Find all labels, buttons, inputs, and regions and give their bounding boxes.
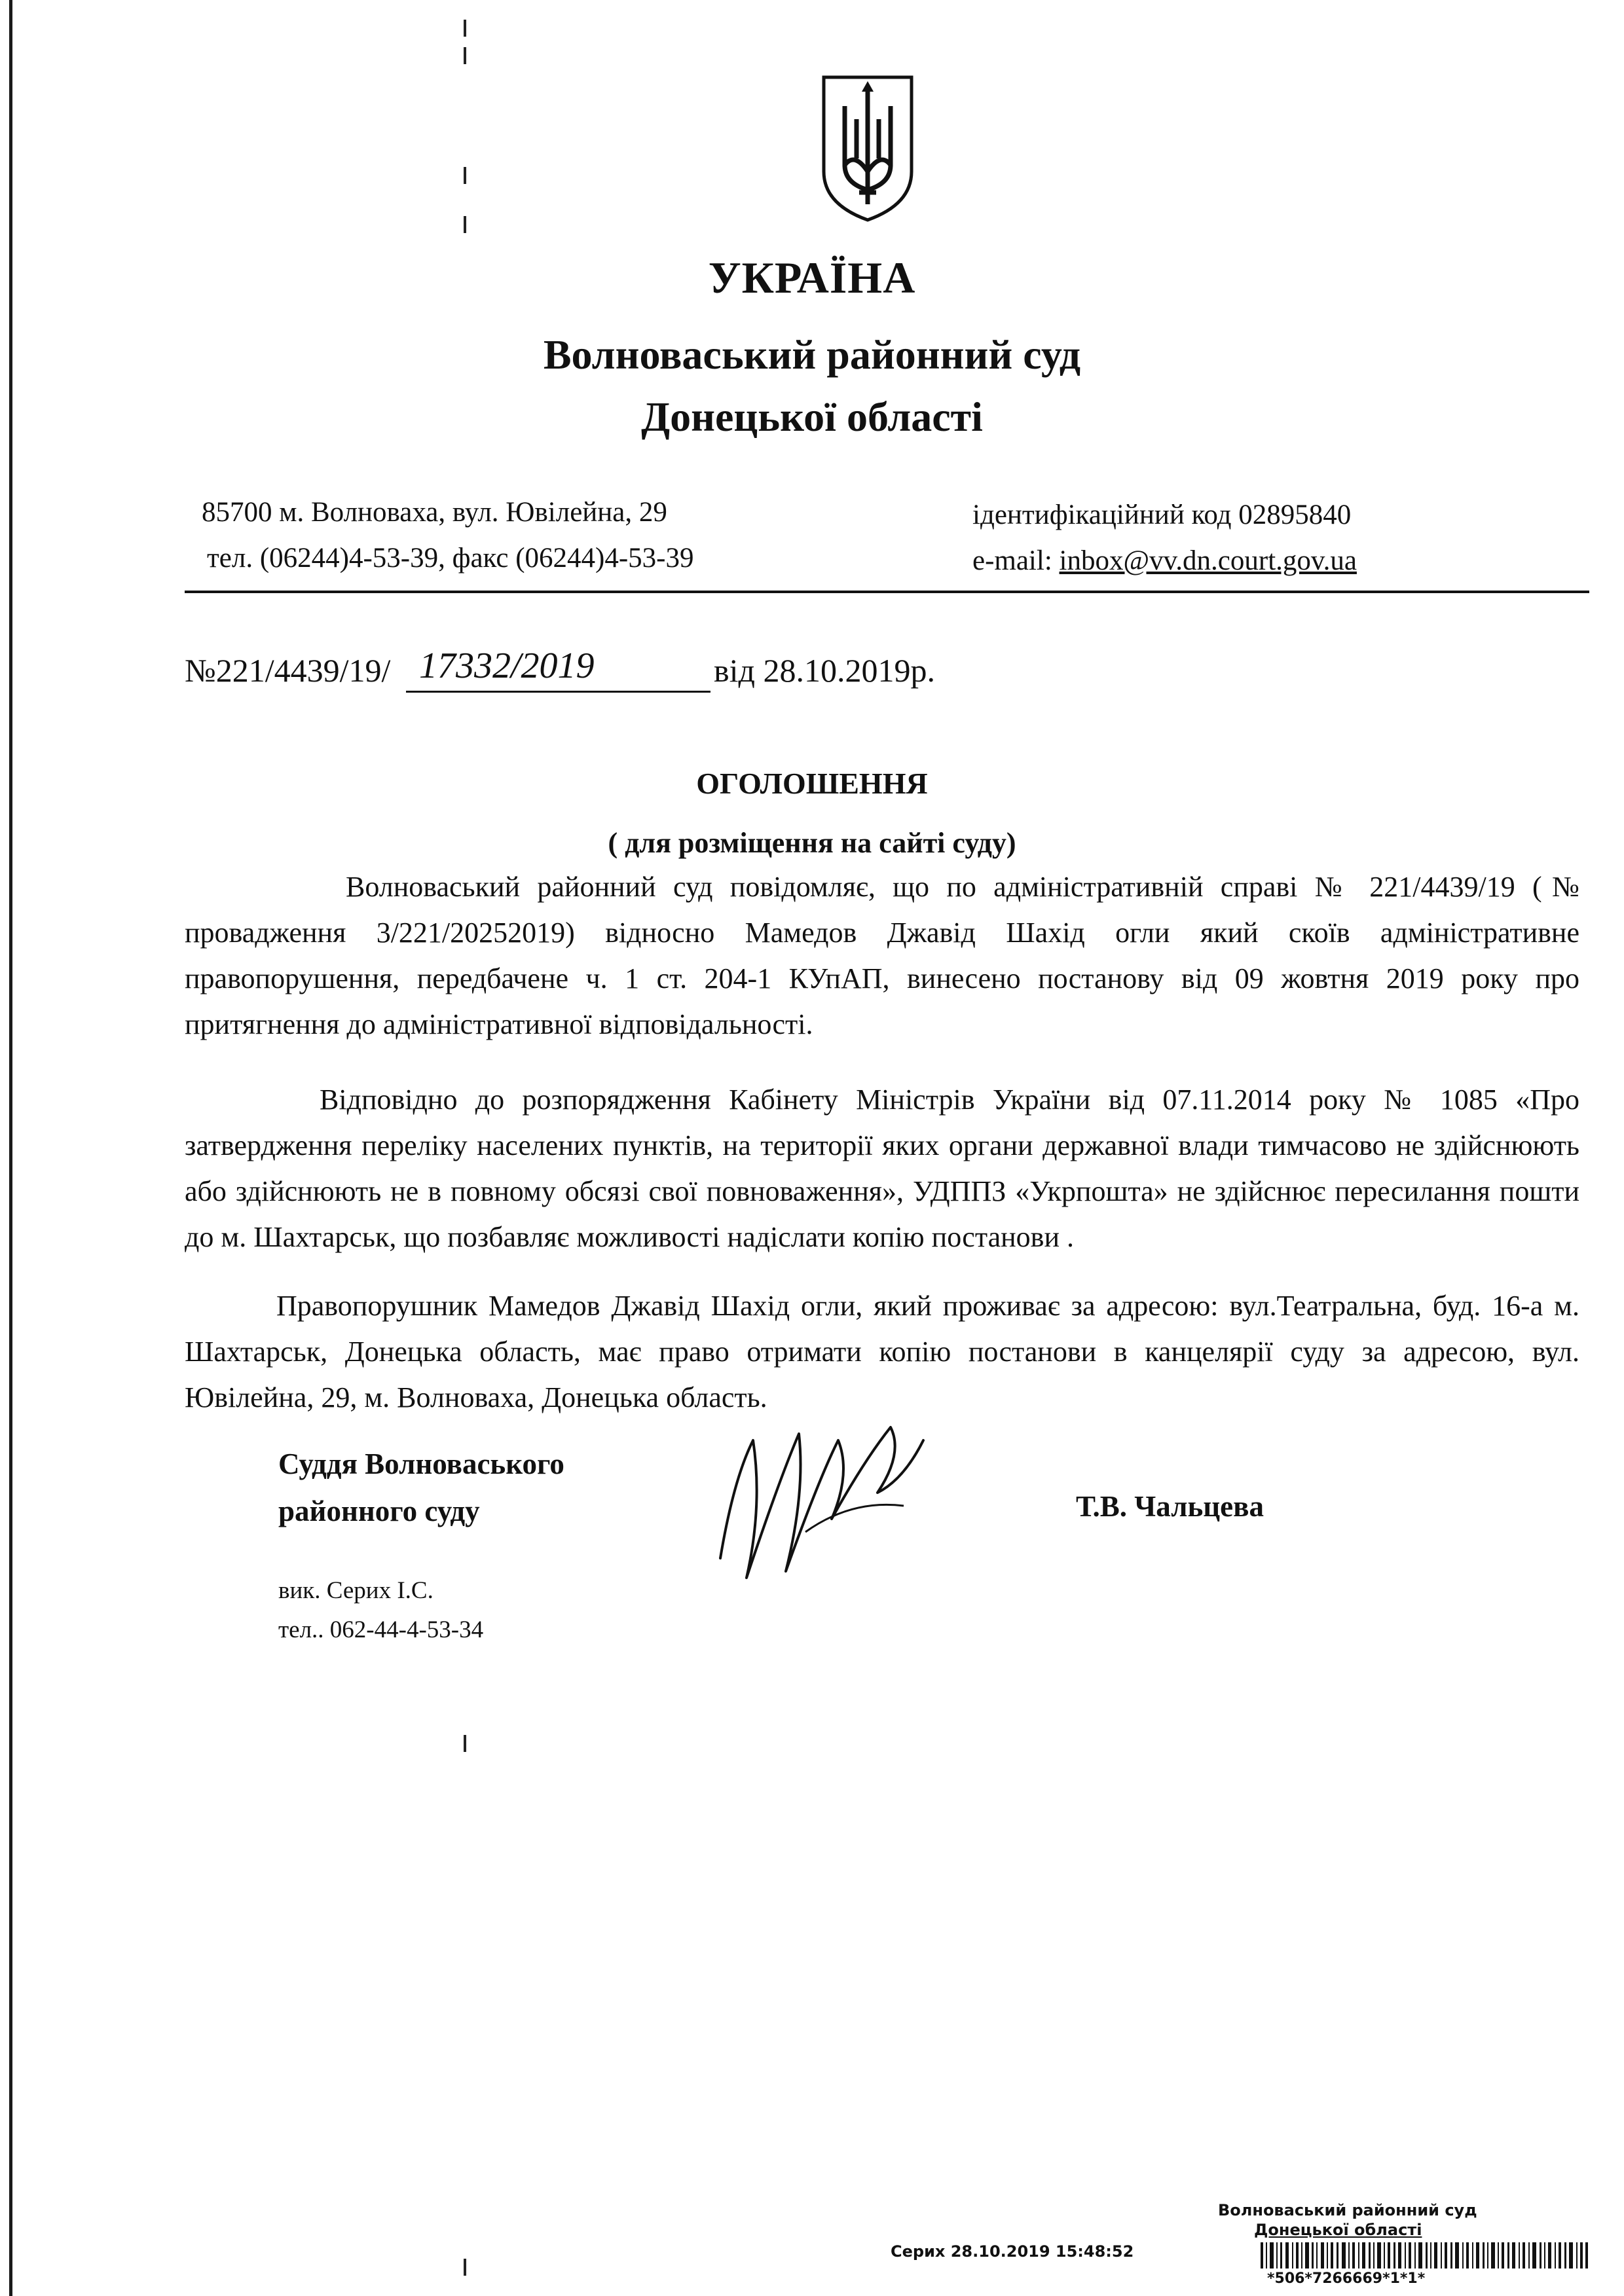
notice-paragraph-3: Правопорушник Мамедов Джавід Шахід огли, який проживає за адресою: вул.Театральна, буд. 16-а м. Шахтарськ, Донецька область, має право отримати копію постанови в канцелярії суду за адресою, вул. Ювілейна, 29, м. Волноваха, Донецька область.: [185, 1290, 1579, 1413]
country-heading: УКРАЇНА: [708, 253, 916, 302]
court-id-code: ідентифікаційний код 02895840: [972, 500, 1352, 530]
notice-paragraph-2: Відповідно до розпорядження Кабінету Міністрів України від 07.11.2014 року № 1085 «Про затвердження переліку населених пунктів, на території яких органи державної влади тимчасово не здійснюють або здійснюють не в повному обсязі свої повноваження», УДППЗ «Укрпошта» не здійснює пересилання пошти до м. Шахтарськ, що позбавляє можливості надіслати копію постанови .: [185, 1084, 1579, 1253]
scan-artifact: [464, 47, 466, 64]
region-heading: Донецької області: [641, 393, 983, 440]
court-name-heading: Волноваський районний суд: [543, 331, 1081, 378]
notice-subtitle: ( для розміщення на сайті суду): [608, 827, 1016, 859]
court-email-row: [972, 545, 1357, 577]
court-address: 85700 м. Волноваха, вул. Ювілейна, 29: [202, 497, 667, 528]
judge-title: [278, 1440, 564, 1535]
handwritten-registration: 17332/2019: [419, 646, 595, 686]
email-label: e-mail:: [972, 545, 1052, 576]
barcode-text: *506*7266669*1*1*: [1267, 2270, 1426, 2287]
stamp-registration: Серих 28.10.2019 15:48:52: [891, 2242, 1134, 2261]
notice-title: ОГОЛОШЕННЯ: [696, 767, 928, 800]
executor-block: [278, 1571, 483, 1650]
judge-title-line-1: Суддя Волноваського: [278, 1448, 564, 1480]
stamp-court-line-2: Донецької області: [1254, 2221, 1422, 2239]
reference-date: 28.10.2019р.: [763, 652, 935, 689]
scan-artifact: [464, 20, 466, 37]
barcode-icon: [1261, 2242, 1588, 2269]
email-link[interactable]: inbox@vv.dn.court.gov.ua: [1059, 545, 1357, 576]
handwritten-signature: [707, 1401, 943, 1597]
scan-artifact: [464, 1735, 466, 1752]
reference-date-row: [714, 651, 935, 689]
executor-name: вик. Серих І.С.: [278, 1577, 434, 1604]
coat-of-arms-icon: [819, 73, 917, 224]
judge-title-line-2: районного суду: [278, 1495, 480, 1527]
reference-number: №221/4439/19/: [185, 652, 391, 689]
court-phone-fax: тел. (06244)4-53-39, факс (06244)4-53-39: [207, 543, 694, 574]
date-prefix: від: [714, 652, 755, 689]
notice-paragraph-1: Волноваський районний суд повідомляє, що по адміністративній справі № 221/4439/19 (№ провадження 3/221/20252019) відносно Мамедов Джавід Шахід огли який скоїв адміністративне правопорушення, передбачене ч. 1 ст. 204-1 КУпАП, винесено постанову від 09 жовтня 2019 року про притягнення до адміністративної відповідальності.: [185, 871, 1579, 1040]
scan-artifact: [464, 2259, 466, 2276]
scan-artifact: [464, 167, 466, 184]
executor-phone: тел.. 062-44-4-53-34: [278, 1616, 484, 1643]
scan-artifact: [464, 216, 466, 233]
stamp-court-line-1: Волноваський районний суд: [1218, 2201, 1477, 2219]
reference-underline: [406, 691, 710, 693]
header-divider: [185, 591, 1589, 593]
judge-name: Т.В. Чальцева: [1076, 1490, 1264, 1523]
